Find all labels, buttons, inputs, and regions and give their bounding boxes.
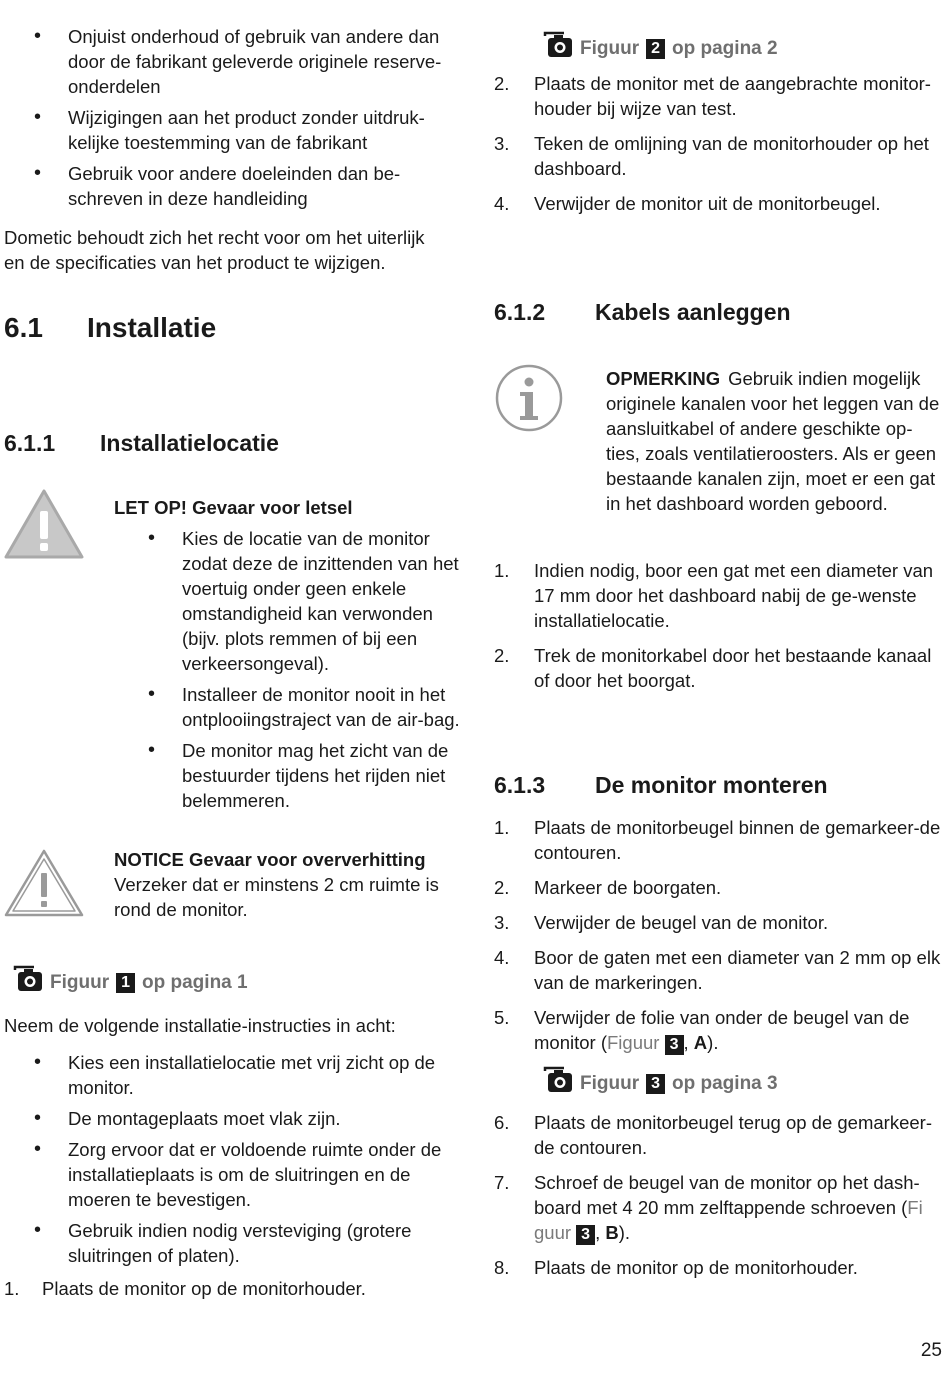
figure-label: Figuur [50, 972, 110, 993]
step-text: Boor de gaten met een diameter van 2 mm op elk van de markeringen. [534, 947, 941, 993]
step-text: Verwijder de beugel van de monitor. [534, 912, 829, 933]
notice-text: Verzeker dat er minstens 2 cm ruimte is rond de monitor. [114, 874, 439, 920]
warning-title: LET OP! Gevaar voor letsel [114, 497, 353, 518]
warning-triangle-icon [2, 487, 86, 567]
step-number: 4. [494, 193, 510, 214]
note-block [494, 366, 946, 516]
figure-reference-1[interactable] [0, 964, 460, 1001]
page-number: 25 [920, 1340, 942, 1361]
subsection-title: De monitor monteren [595, 772, 828, 798]
subsection-number: 6.1.3 [494, 772, 546, 798]
step-number: 3. [494, 912, 510, 933]
step-text: Plaats de monitor op de monitorhouder. [534, 1257, 858, 1278]
warning-content [114, 495, 460, 813]
step-text-end: ). [707, 1032, 719, 1053]
section-heading-installatie [0, 311, 460, 345]
subsection-title: Installatielocatie [100, 430, 279, 456]
subsection-number: 6.1.2 [494, 299, 546, 325]
subsection-title: Kabels aanleggen [595, 299, 791, 325]
step-number: 3. [494, 133, 510, 154]
subsection-heading-installatielocatie [0, 429, 460, 457]
figure-link[interactable]: Fi [907, 1197, 923, 1218]
list-item [494, 815, 946, 865]
step-number: 1. [494, 560, 510, 581]
notice-triangle-icon [2, 847, 86, 925]
list-item [494, 643, 946, 693]
list-item [494, 1110, 946, 1160]
notice-content [114, 847, 460, 922]
camera-icon [12, 964, 44, 1001]
list-item [494, 1170, 946, 1245]
figure-letter: B [605, 1222, 619, 1243]
step-number: 4. [494, 947, 510, 968]
step-number: 7. [494, 1172, 510, 1193]
section-number: 6.1 [4, 312, 43, 343]
list-item [494, 1005, 946, 1055]
step-number: 8. [494, 1257, 510, 1278]
instructions-intro: Neem de volgende installatie-instructies in acht: [4, 1015, 396, 1036]
figure-letter: A [693, 1032, 708, 1053]
figure-number: 1 [116, 973, 135, 993]
section-title: Installatie [87, 312, 217, 343]
figure-label: Figuur [580, 38, 640, 59]
camera-icon [542, 1065, 574, 1102]
step-number: 1. [494, 817, 510, 838]
list-item: • Gebruik indien nodig versteviging (grotere sluitringen of platen). [0, 1218, 460, 1268]
right-column [494, 0, 946, 1290]
steps-list-a [494, 71, 946, 216]
steps-list-b [494, 558, 946, 693]
top-bullet-list [0, 24, 460, 211]
list-item [494, 131, 946, 181]
note-label: OPMERKING [606, 368, 721, 389]
step-text-end: ). [618, 1222, 631, 1243]
note-content [606, 366, 946, 516]
list-item [494, 191, 946, 216]
list-item: • Onjuist onderhoud of gebruik van andere dan door de fabrikant geleverde originele reserve-onderdelen [0, 24, 460, 99]
step-text: Plaats de monitorbeugel terug op de gemarkeer-de contouren. [534, 1112, 932, 1158]
step-number: 2. [494, 645, 510, 666]
figure-number: 3 [646, 1074, 665, 1094]
instructions-list [0, 1050, 460, 1268]
list-item [494, 71, 946, 121]
step-number: 2. [494, 877, 510, 898]
steps-list-c [494, 815, 946, 1055]
list-item [494, 1255, 946, 1280]
list-item: • Gebruik voor andere doeleinden dan be-schreven in deze handleiding [0, 161, 460, 211]
separator: , [595, 1222, 606, 1243]
rights-paragraph: Dometic behoudt zich het recht voor om het uiterlijk en de specificaties van het product te wijzigen. [4, 227, 425, 273]
list-item [494, 875, 946, 900]
figure-number: 2 [646, 39, 665, 59]
figure-suffix: op pagina 2 [672, 38, 778, 59]
subsection-heading-kabels [494, 298, 946, 326]
figure-reference-3[interactable] [494, 1065, 946, 1102]
list-item [494, 558, 946, 633]
warning-block [0, 495, 460, 813]
list-item: • Kies een installatielocatie met vrij zicht op de monitor. [0, 1050, 460, 1100]
figure-number[interactable]: 3 [576, 1225, 595, 1245]
step-text: Verwijder de monitor uit de monitorbeugel. [534, 193, 881, 214]
figure-link-cont[interactable]: guur [534, 1222, 572, 1243]
step-text: Teken de omlijning van de monitorhouder op het dashboard. [534, 133, 929, 179]
figure-reference-2[interactable] [494, 30, 946, 67]
step-text: Trek de monitorkabel door het bestaande kanaal of door het boorgat. [534, 645, 932, 691]
step-text: Indien nodig, boor een gat met een diameter van 17 mm door het dashboard nabij de ge-wenste installatielocatie. [534, 560, 934, 631]
step-text: Verwijder de folie van onder de beugel van de monitor ( [534, 1007, 910, 1053]
figure-suffix: op pagina 3 [672, 1073, 778, 1094]
step-number: 2. [494, 73, 510, 94]
left-column [0, 0, 460, 1301]
list-item: • Installeer de monitor nooit in het ontplooiingstraject van de air-bag. [114, 682, 460, 732]
list-item: • Kies de locatie van de monitor zodat deze de inzittenden van het voertuig onder geen enkele omstandigheid kan verwonden (bijv. plots remmen of bij een verkeersongeval). [114, 526, 460, 676]
info-icon [494, 362, 566, 440]
steps-list-d [494, 1110, 946, 1280]
note-text: Gebruik indien mogelijk originele kanalen voor het leggen van de aansluitkabel of andere geschikte op-ties, zoals ventilatieroosters. Als er geen bestaande kanalen zijn, moet er een gat in het dashboard worden geboord. [606, 368, 940, 514]
step-number: 6. [494, 1112, 510, 1133]
step-1-left [0, 1276, 460, 1301]
step-text: Plaats de monitorbeugel binnen de gemarkeer-de contouren. [534, 817, 941, 863]
camera-icon [542, 30, 574, 67]
notice-block [0, 847, 460, 922]
subsection-number: 6.1.1 [4, 430, 56, 456]
step-number: 1. [4, 1278, 20, 1299]
step-text: Schroef de beugel van de monitor op het dash-board met 4 20 mm zelftappende schroeven ( [534, 1172, 920, 1218]
figure-suffix: op pagina 1 [142, 972, 248, 993]
figure-link[interactable]: Figuur [607, 1032, 660, 1053]
list-item: • Zorg ervoor dat er voldoende ruimte onder de installatieplaats is om de sluitringen en de moeren te bevestigen. [0, 1137, 460, 1212]
figure-label: Figuur [580, 1073, 640, 1094]
step-text: Markeer de boorgaten. [534, 877, 722, 898]
step-text: Plaats de monitor op de monitorhouder. [42, 1278, 366, 1299]
list-item: • Wijzigingen aan het product zonder uitdruk-kelijke toestemming van de fabrikant [0, 105, 460, 155]
step-text: Plaats de monitor met de aangebrachte monitor-houder bij wijze van test. [534, 73, 931, 119]
separator: , [683, 1032, 694, 1053]
list-item: • De montageplaats moet vlak zijn. [0, 1106, 460, 1131]
step-number: 5. [494, 1007, 510, 1028]
figure-number[interactable]: 3 [665, 1035, 684, 1055]
list-item [494, 910, 946, 935]
list-item: • De monitor mag het zicht van de bestuurder tijdens het rijden niet belemmeren. [114, 738, 460, 813]
list-item [494, 945, 946, 995]
subsection-heading-monteren [494, 771, 946, 799]
warning-list [114, 526, 460, 813]
notice-title: NOTICE Gevaar voor oververhitting [114, 849, 426, 870]
